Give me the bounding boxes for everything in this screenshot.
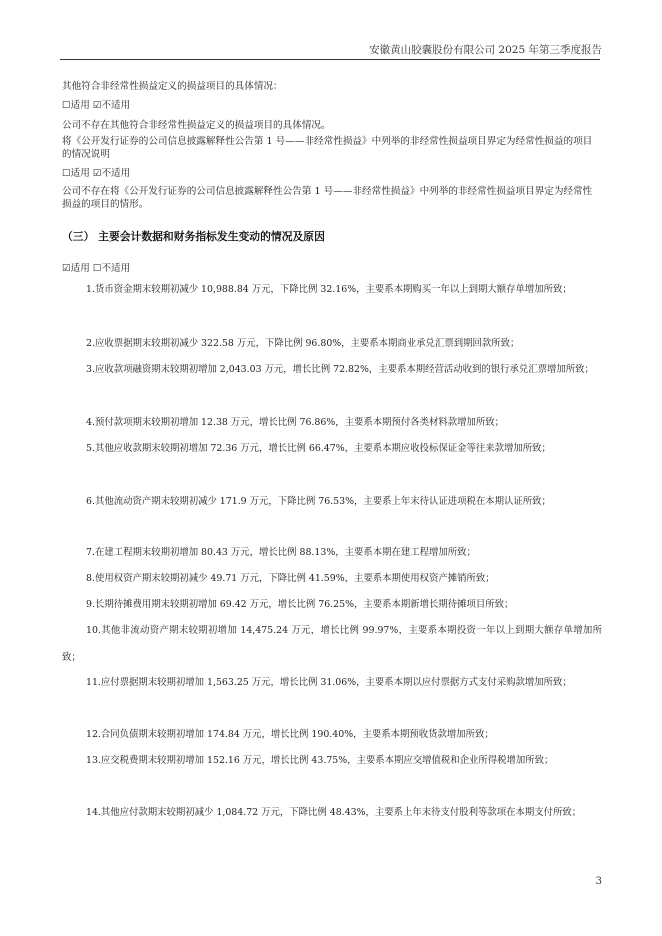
checkbox-status-2: ☐适用 ☑不适用 <box>62 168 131 179</box>
list-item: 7.在建工程期末较期初增加 80.43 万元，增长比例 88.13%，主要系本期在建工程增加所致； <box>86 547 476 558</box>
list-item: 14.其他应付款期末较期初减少 1,084.72 万元，下降比例 48.43%，主要系上年末待支付股利等款项在本期支付所致； <box>86 807 582 818</box>
list-item: 12.合同负债期末较期初增加 174.84 万元，增长比例 190.40%，主要系本期预收货款增加所致； <box>86 729 494 740</box>
list-item: 8.使用权资产期末较期初减少 49.71 万元，下降比例 41.59%，主要系本期使用权资产摊销所致； <box>86 573 495 584</box>
other-items-note-1: 公司不存在其他符合非经常性损益定义的损益项目的具体情况。 <box>62 120 331 131</box>
section-title: （三） 主要会计数据和财务指标发生变动的情况及原因 <box>62 230 325 243</box>
section-checkbox-status: ☑适用 ☐不适用 <box>62 263 131 274</box>
list-item: 3.应收款项融资期末较期初增加 2,043.03 万元，增长比例 72.82%，主要系本期经营活动收到的银行承兑汇票增加所致； <box>86 364 594 375</box>
checkbox-status-1: ☐适用 ☑不适用 <box>62 100 131 111</box>
list-item: 6.其他流动资产期末较期初减少 171.9 万元，下降比例 76.53%，主要系上年末待认证进项税在本期认证所致； <box>86 496 551 507</box>
list-item: 5.其他应收款期末较期初增加 72.36 万元，增长比例 66.47%，主要系本期应收投标保证金等往来款增加所致； <box>86 443 551 454</box>
page-number: 3 <box>595 876 602 887</box>
list-item: 1.货币资金期末较期初减少 10,988.84 万元，下降比例 32.16%，主要系本期购买一年以上到期大额存单增加所致； <box>86 284 572 295</box>
list-item: 9.长期待摊费用期末较期初增加 69.42 万元，增长比例 76.25%，主要系本期新增长期待摊项目所致； <box>86 599 514 610</box>
list-item: 2.应收票据期末较期初减少 322.58 万元，下降比例 96.80%，主要系本期商业承兑汇票到期回款所致； <box>86 338 520 349</box>
other-items-question: 将《公开发行证券的公司信息披露解释性公告第 1 号——非经常性损益》中列举的非经常性损益项目界定为经常性损益的项目的情况说明 <box>62 136 593 160</box>
page-header: 安徽黄山胶囊股份有限公司 2025 年第三季度报告 <box>369 44 602 56</box>
header-rule <box>60 59 600 60</box>
list-item: 11.应付票据期末较期初增加 1,563.25 万元，增长比例 31.06%，主要系本期以应付票据方式支付采购款增加所致； <box>86 677 572 688</box>
list-item: 10.其他非流动资产期末较期初增加 14,475.24 万元，增长比例 99.97%，主要系本期投资一年以上到期大额存单增加所致； <box>62 625 602 663</box>
other-items-intro: 其他符合非经常性损益定义的损益项目的具体情况： <box>62 81 283 92</box>
other-items-note-2: 公司不存在将《公开发行证券的公司信息披露解释性公告第 1 号——非经常性损益》中列举的非经常性损益项目界定为经常性损益的项目的情形。 <box>62 186 593 210</box>
list-item: 4.预付款项期末较期初增加 12.38 万元，增长比例 76.86%，主要系本期预付各类材料款增加所致； <box>86 417 504 428</box>
list-item: 13.应交税费期末较期初增加 152.16 万元，增长比例 43.75%，主要系本期应交增值税和企业所得税增加所致； <box>86 755 554 766</box>
